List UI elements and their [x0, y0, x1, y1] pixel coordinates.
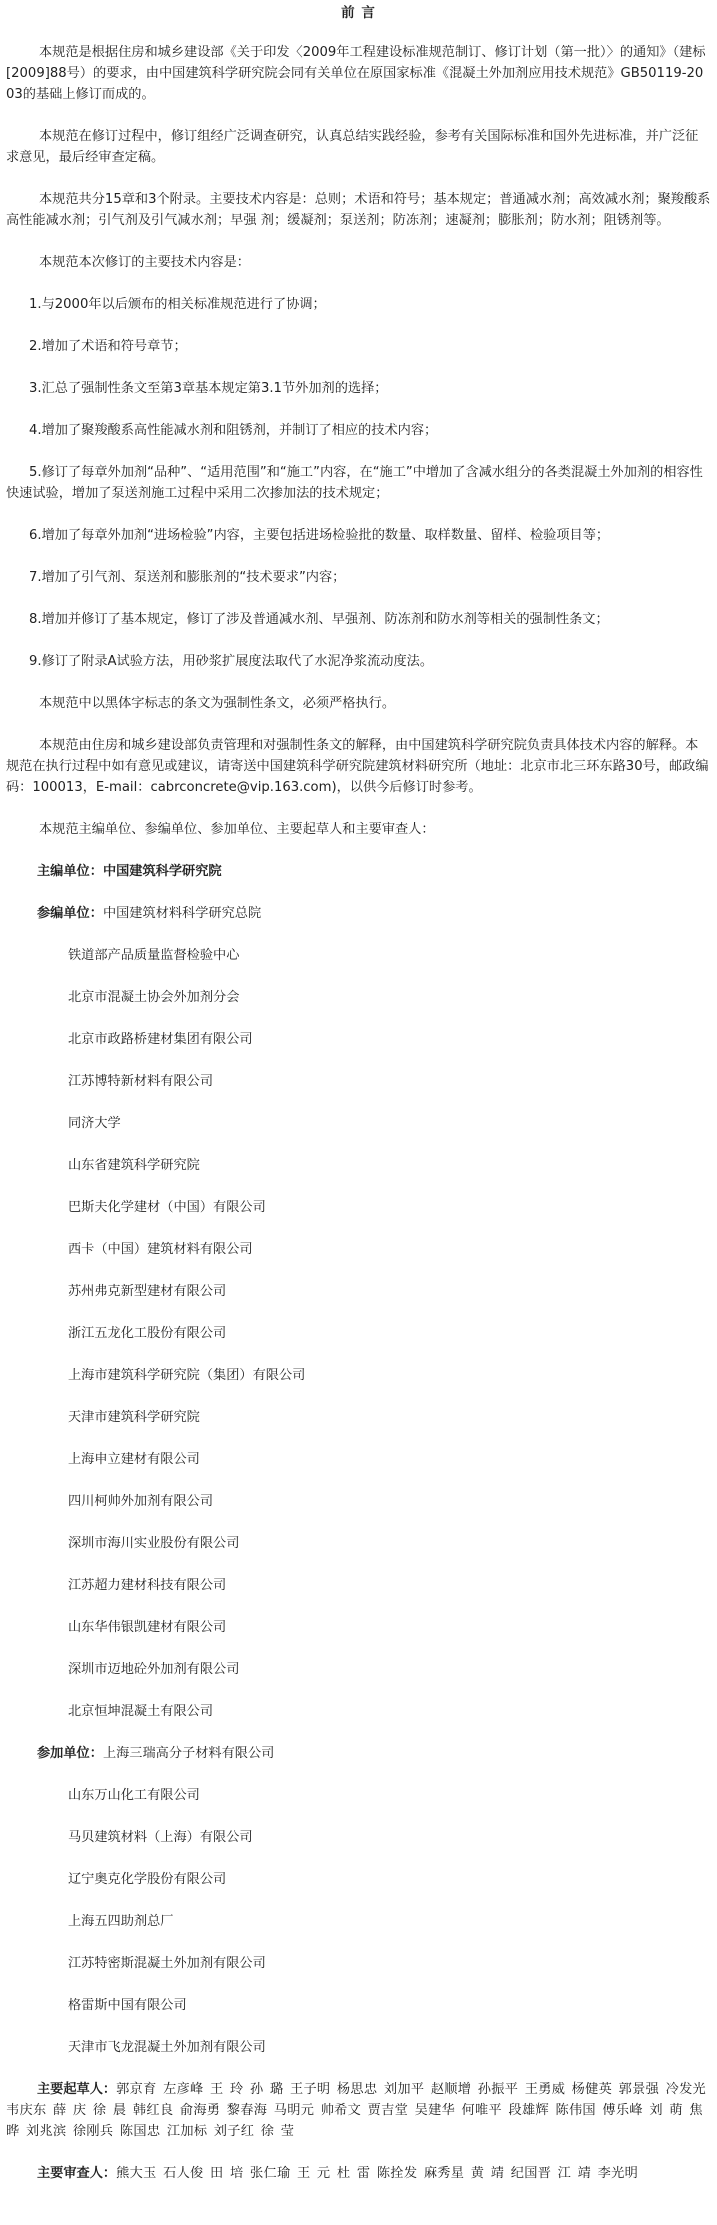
intro-paragraph: 本规范共分15章和3个附录。主要技术内容是：总则；术语和符号；基本规定；普通减水剂；高效减水剂；聚羧酸系高性能减水剂；引气剂及引气减水剂；早强 剂；缓凝剂；泵送剂；防冻剂；速凝剂；膨胀剂；防水剂；阻锈剂等。 [6, 192, 711, 228]
revision-item: 9.修订了附录A试验方法，用砂浆扩展度法取代了水泥净浆流动度法。 [29, 654, 434, 669]
participating-unit-name: 北京恒坤混凝土有限公司 [68, 1704, 214, 1719]
attending-units-list [6, 1785, 711, 2058]
participating-unit-name: 浙江五龙化工股份有限公司 [68, 1326, 227, 1341]
attending-unit-name: 山东万山化工有限公司 [68, 1788, 200, 1803]
participating-unit-name: 深圳市迈地砼外加剂有限公司 [68, 1662, 240, 1677]
page-title: 前 言 [341, 5, 376, 21]
participating-unit-name: 山东华伟银凯建材有限公司 [68, 1620, 227, 1635]
revision-item: 3.汇总了强制性条文至第3章基本规定第3.1节外加剂的选择； [29, 381, 388, 396]
chief-unit-name: 中国建筑科学研究院 [102, 864, 222, 879]
revision-item: 5.修订了每章外加剂“品种”、“适用范围”和“施工”内容，在“施工”中增加了含减水组分的各类混凝土外加剂的相容性快速试验，增加了泵送剂施工过程中采用二次掺加法的技术规定； [6, 465, 703, 501]
participating-unit-name: 苏州弗克新型建材有限公司 [68, 1284, 227, 1299]
participating-unit-name: 上海申立建材有限公司 [68, 1452, 200, 1467]
participating-unit-name: 山东省建筑科学研究院 [68, 1158, 200, 1173]
reviewers-line [6, 2163, 711, 2184]
attending-unit-name: 上海五四助剂总厂 [68, 1914, 174, 1929]
drafters-line [6, 2079, 711, 2142]
drafters-names: 郭京育 左彦峰 王 玲 孙 璐 王子明 杨思忠 刘加平 赵顺增 孙振平 王勇威 杨健英 郭景强 冷发光 韦庆东 薛 庆 徐 晨 韩红良 俞海勇 黎春海 马明元 帅希文 贾吉堂 吴建华 何唯平 段雄辉 陈伟国 傅乐峰 刘 萌 焦 晔 刘兆滨 徐刚兵 陈国忠 江加标 刘子红 徐 莹 [6, 2082, 707, 2139]
participating-unit-name: 巴斯夫化学建材（中国）有限公司 [68, 1200, 266, 1215]
closing-paragraph: 本规范主编单位、参编单位、参加单位、主要起草人和主要审查人： [39, 822, 435, 837]
attending-unit-name: 马贝建筑材料（上海）有限公司 [68, 1830, 253, 1845]
revision-item: 7.增加了引气剂、泵送剂和膨胀剂的“技术要求”内容； [29, 570, 346, 585]
chief-unit-line [6, 861, 711, 882]
attending-unit-name: 江苏特密斯混凝土外加剂有限公司 [68, 1956, 266, 1971]
participating-units-list [6, 945, 711, 1722]
attending-units-line [6, 1743, 711, 1764]
participating-units-line [6, 903, 711, 924]
revision-item: 1.与2000年以后颁布的相关标准规范进行了协调； [29, 297, 326, 312]
participating-unit-name: 江苏超力建材科技有限公司 [68, 1578, 227, 1593]
attending-units-label: 参加单位： [37, 1746, 103, 1761]
attending-unit-name: 格雷斯中国有限公司 [68, 1998, 187, 2013]
attending-unit-name: 上海三瑞高分子材料有限公司 [102, 1746, 275, 1761]
intro-paragraph: 本规范是根据住房和城乡建设部《关于印发〈2009年工程建设标准规范制订、修订计划（第一批）〉的通知》（建标[2009]88号）的要求，由中国建筑科学研究院会同有关单位在原国家标准《混凝土外加剂应用技术规范》GB50119-2003的基础上修订而成的。 [6, 45, 706, 102]
participating-units-label: 参编单位： [37, 906, 103, 921]
participating-unit-name: 天津市建筑科学研究院 [68, 1410, 200, 1425]
drafters-label: 主要起草人： [37, 2082, 117, 2097]
chief-unit-label: 主编单位： [37, 864, 103, 879]
intro-paragraph: 本规范本次修订的主要技术内容是： [39, 255, 250, 270]
reviewers-names: 熊大玉 石人俊 田 培 张仁瑜 王 元 杜 雷 陈拴发 麻秀星 黄 靖 纪国晋 江 靖 李光明 [116, 2166, 639, 2181]
participating-unit-name: 北京市混凝土协会外加剂分会 [68, 990, 240, 1005]
revision-list [6, 294, 711, 672]
participating-unit-name: 上海市建筑科学研究院（集团）有限公司 [68, 1368, 306, 1383]
participating-unit-name: 四川柯帅外加剂有限公司 [68, 1494, 214, 1509]
participating-unit-name: 北京市政路桥建材集团有限公司 [68, 1032, 253, 1047]
revision-item: 8.增加并修订了基本规定，修订了涉及普通减水剂、早强剂、防冻剂和防水剂等相关的强制性条文； [29, 612, 609, 627]
attending-unit-name: 天津市飞龙混凝土外加剂有限公司 [68, 2040, 266, 2055]
attending-unit-name: 辽宁奥克化学股份有限公司 [68, 1872, 227, 1887]
participating-unit-name: 江苏博特新材料有限公司 [68, 1074, 214, 1089]
participating-unit-name: 同济大学 [68, 1116, 121, 1131]
participating-unit-name: 中国建筑材料科学研究总院 [102, 906, 262, 921]
revision-item: 4.增加了聚羧酸系高性能减水剂和阻锈剂，并制订了相应的技术内容； [29, 423, 438, 438]
revision-item: 2.增加了术语和符号章节； [29, 339, 187, 354]
closing-paragraph: 本规范由住房和城乡建设部负责管理和对强制性条文的解释，由中国建筑科学研究院负责具体技术内容的解释。本规范在执行过程中如有意见或建议，请寄送中国建筑科学研究院建筑材料研究所（地址：北京市北三环东路30号，邮政编码：100013，E-mail：cabrconcrete@vip.163.com)，以供今后修订时参考。 [6, 738, 709, 795]
reviewers-label: 主要审查人： [37, 2166, 117, 2181]
revision-item: 6.增加了每章外加剂“进场检验”内容，主要包括进场检验批的数量、取样数量、留样、检验项目等； [29, 528, 610, 543]
participating-unit-name: 铁道部产品质量监督检验中心 [68, 948, 240, 963]
closing-paragraph: 本规范中以黑体字标志的条文为强制性条文，必须严格执行。 [39, 696, 396, 711]
participating-unit-name: 深圳市海川实业股份有限公司 [68, 1536, 240, 1551]
intro-paragraph: 本规范在修订过程中，修订组经广泛调查研究，认真总结实践经验，参考有关国际标准和国外先进标准，并广泛征求意见，最后经审查定稿。 [6, 129, 699, 165]
participating-unit-name: 西卡（中国）建筑材料有限公司 [68, 1242, 253, 1257]
